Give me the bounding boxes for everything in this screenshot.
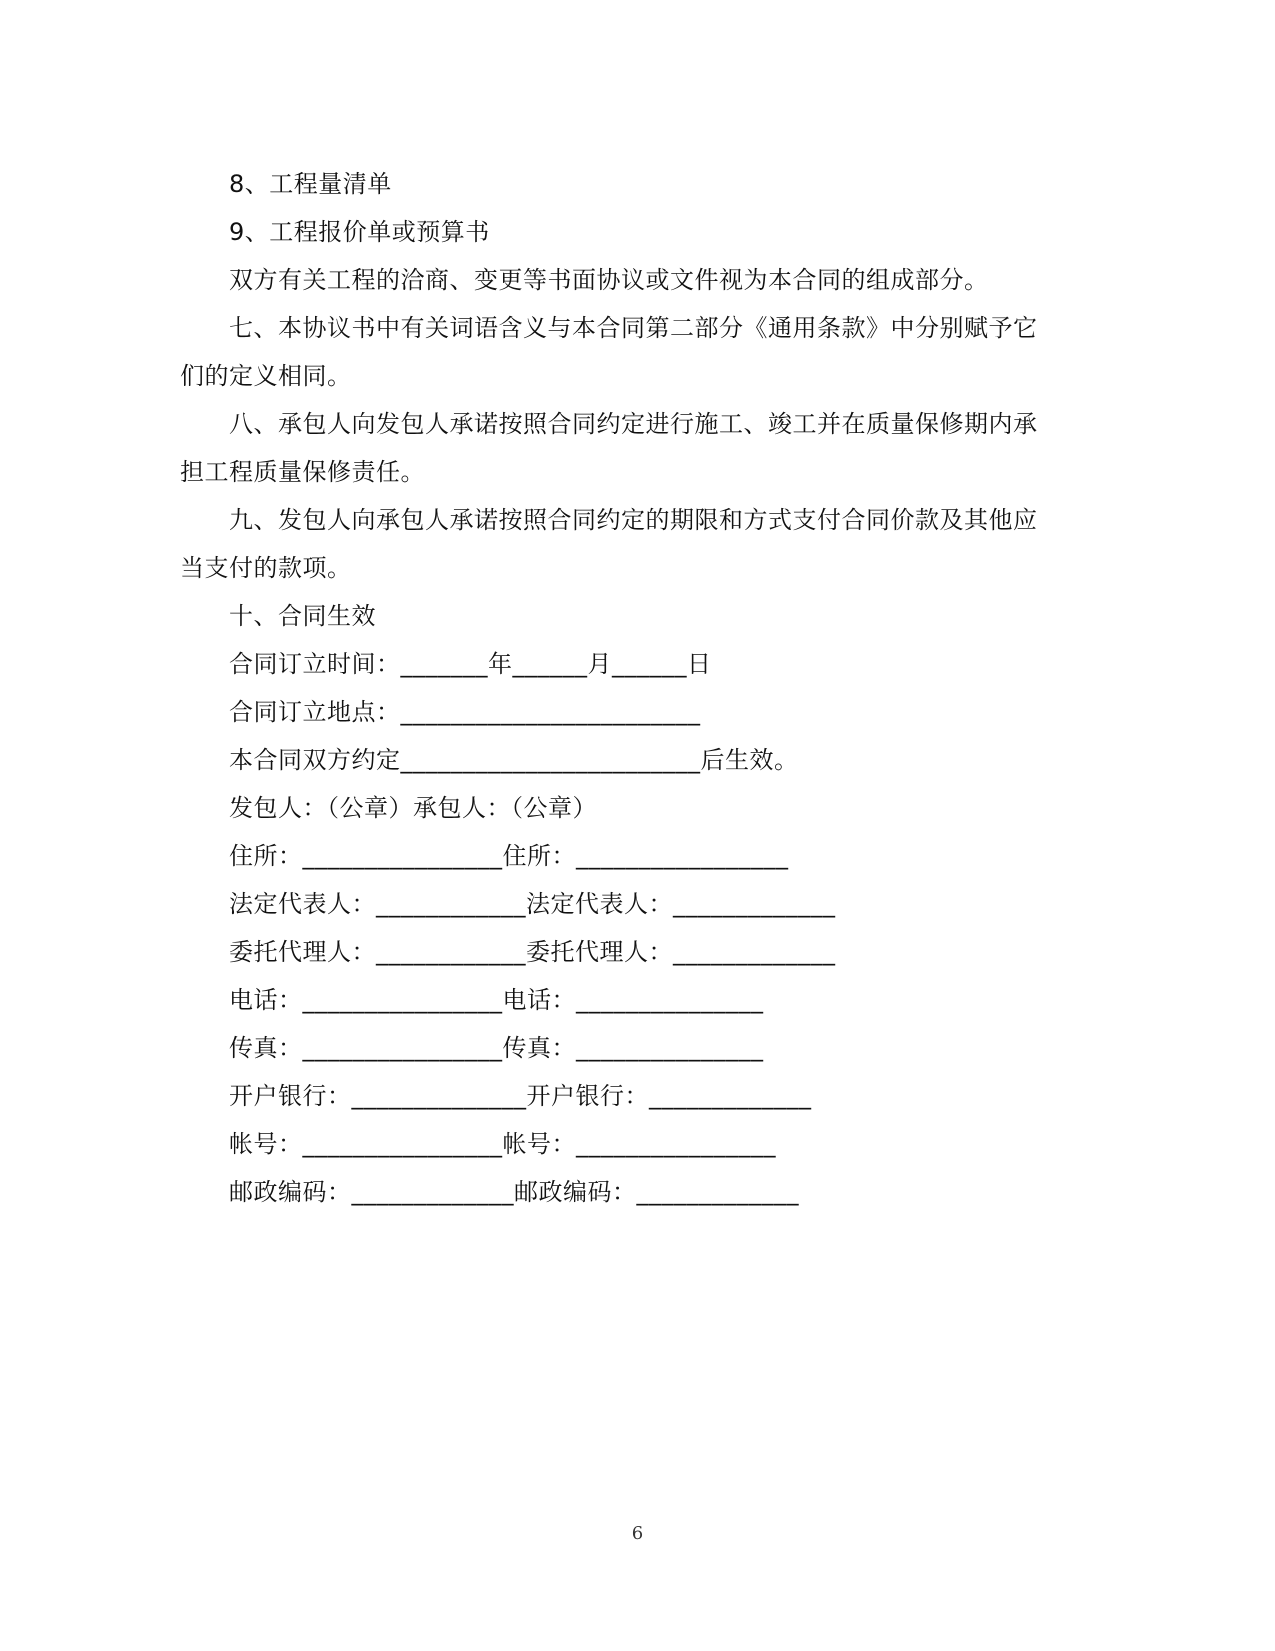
signing-place-field: 合同订立地点：________________________ (229, 698, 701, 726)
clause-7-line-1: 七、本协议书中有关词语含义与本合同第二部分《通用条款》中分别赋予它 (229, 314, 1038, 342)
clause-10-heading: 十、合同生效 (229, 602, 376, 630)
legal-representative-field: 法定代表人：____________法定代表人：_____________ (229, 890, 836, 918)
postal-code-field: 邮政编码：_____________邮政编码：_____________ (229, 1178, 799, 1206)
clause-8-line-2: 担工程质量保修责任。 (180, 458, 425, 486)
bank-field: 开户银行：______________开户银行：_____________ (229, 1082, 812, 1110)
line-item-8: 8、工程量清单 (229, 170, 392, 198)
fax-field: 传真：________________传真：_______________ (229, 1034, 764, 1062)
document-body (180, 160, 1060, 1216)
clause-8-line-1: 八、承包人向发包人承诺按照合同约定进行施工、竣工并在质量保修期内承 (229, 410, 1038, 438)
clause-9-line-1: 九、发包人向承包人承诺按照合同约定的期限和方式支付合同价款及其他应 (229, 506, 1038, 534)
effective-condition-field: 本合同双方约定________________________后生效。 (229, 746, 799, 774)
authorized-agent-field: 委托代理人：____________委托代理人：_____________ (229, 938, 836, 966)
party-seal-line: 发包人：（公章）承包人：（公章） (229, 794, 597, 822)
phone-field: 电话：________________电话：_______________ (229, 986, 764, 1014)
clause-9-line-2: 当支付的款项。 (180, 554, 352, 582)
signing-date-field: 合同订立时间：_______年______月______日 (229, 650, 712, 678)
line-item-9: 9、工程报价单或预算书 (229, 218, 490, 246)
account-field: 帐号：________________帐号：________________ (229, 1130, 776, 1158)
line-composition-note: 双方有关工程的洽商、变更等书面协议或文件视为本合同的组成部分。 (229, 266, 989, 294)
address-field: 住所：________________住所：_________________ (229, 842, 789, 870)
clause-7-line-2: 们的定义相同。 (180, 362, 352, 390)
page-number: 6 (631, 1523, 644, 1544)
